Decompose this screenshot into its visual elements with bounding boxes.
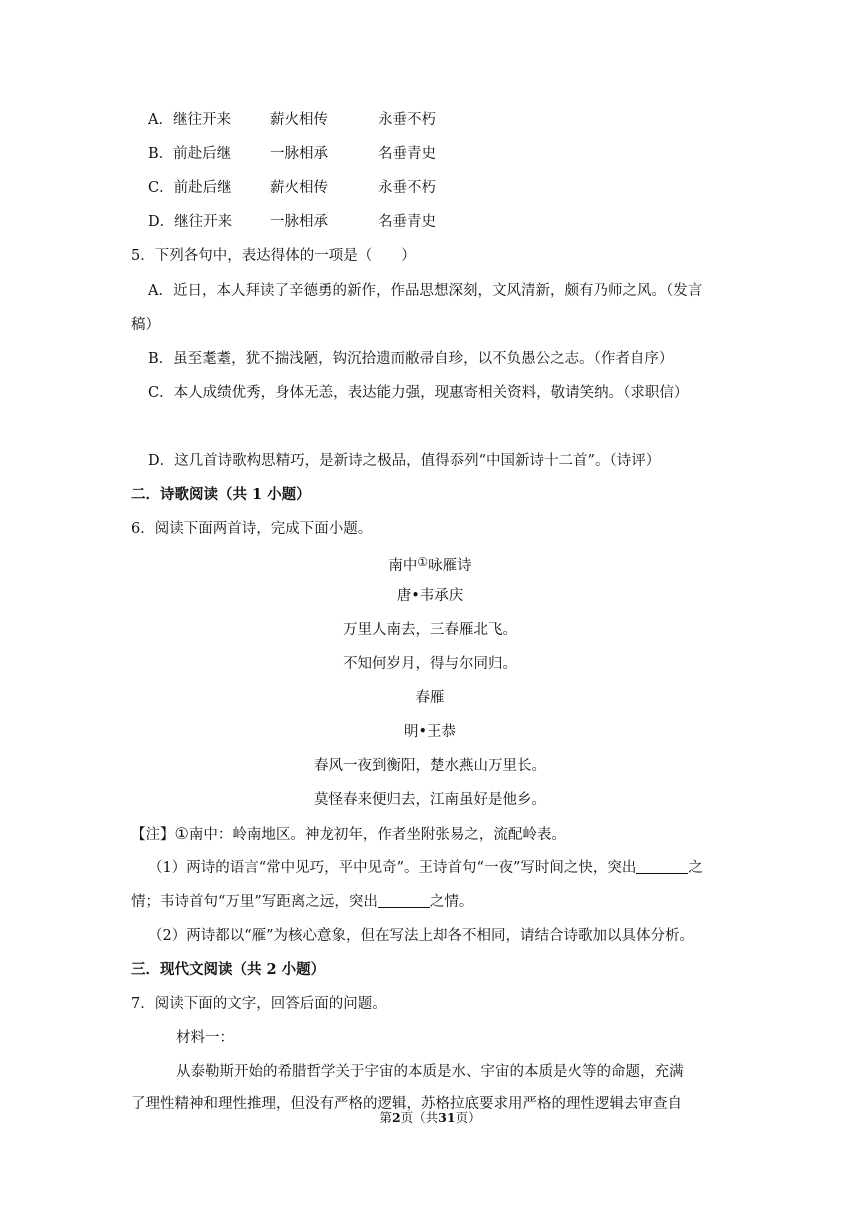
q6-sub1-line2-text: 情；韦诗首句“万里”写距离之远，突出 (131, 894, 378, 910)
poem2-author: 明•王恭 (403, 724, 457, 740)
q6-sub1 (148, 858, 703, 878)
footnote-marker: ① (417, 555, 429, 569)
q4-option-c (148, 178, 436, 198)
note-prefix: 【注】 (131, 827, 175, 843)
option-label: B．前赴后继 (148, 146, 232, 162)
footer-text: 页） (455, 1110, 481, 1125)
note-text: 南中：岭南地区。神龙初年，作者坐附张易之，流配岭表。 (188, 827, 566, 843)
q5-option-d: D．这几首诗歌构思精巧，是新诗之极品，值得忝列“中国新诗十二首”。（诗评） (148, 453, 661, 469)
q7-stem: 7．阅读下面的文字，回答后面的问题。 (131, 996, 387, 1012)
poem2-line1: 春风一夜到衡阳，楚水燕山万里长。 (314, 758, 546, 774)
option-word-2: 永垂不朽 (378, 112, 436, 128)
answer-blank[interactable] (378, 893, 430, 908)
option-word-2: 名垂青史 (378, 214, 436, 230)
poem1-author: 唐•韦承庆 (396, 588, 464, 604)
q6-sub1-line2-end: 之情。 (429, 894, 474, 910)
poem1-title-part1: 南中 (388, 558, 418, 574)
footer-text: 页（共 (400, 1110, 439, 1125)
section-heading-poetry: 二．诗歌阅读（共 1 小题） (131, 486, 311, 503)
poem1-line1: 万里人南去，三春雁北飞。 (343, 622, 517, 638)
q6-sub2: （2）两诗都以“雁”为核心意象，但在写法上却各不相同，请结合诗歌加以具体分析。 (148, 928, 695, 944)
q6-sub1-text: （1）两诗的语言“常中见巧，平中见奇”。王诗首句“一夜”写时间之快，突出 (148, 860, 637, 876)
option-label: A．继往开来 (148, 112, 231, 128)
option-word-2: 永垂不朽 (378, 180, 436, 196)
poem1-line2: 不知何岁月，得与尔同归。 (343, 656, 517, 672)
q4-option-a (148, 110, 436, 130)
option-label: D．继往开来 (148, 214, 233, 230)
footnote-marker: ① (174, 824, 189, 843)
material-paragraph-line2: 了理性精神和理性推理，但没有严格的逻辑，苏格拉底要求用严格的理性逻辑去审查自 (131, 1096, 682, 1112)
poem2-title: 春雁 (415, 690, 445, 706)
q6-stem: 6．阅读下面两首诗，完成下面小题。 (131, 521, 373, 537)
q5-option-a-continued: 稿） (131, 317, 160, 333)
option-word-1: 薪火相传 (270, 180, 328, 196)
poem-note (131, 824, 566, 845)
q6-sub1-text-end: 之 (688, 860, 703, 876)
page-number: 2 (391, 1110, 401, 1125)
poem1-title (0, 552, 860, 576)
poem2-line2: 莫怪春来便归去，江南虽好是他乡。 (314, 792, 546, 808)
answer-blank[interactable] (636, 859, 688, 874)
material-label: 材料一： (176, 1030, 234, 1046)
option-word-1: 一脉相承 (270, 146, 328, 162)
q4-option-b (148, 144, 436, 164)
q5-option-b: B．虽至耄耋，犹不揣浅陋，钩沉拾遗而敝帚自珍，以不负愚公之志。（作者自序） (148, 351, 674, 367)
q4-option-d (148, 212, 436, 232)
option-word-2: 名垂青史 (378, 146, 436, 162)
q5-option-c: C．本人成绩优秀，身体无恙，表达能力强，现惠寄相关资料，敬请笑纳。（求职信） (148, 385, 689, 401)
material-paragraph-line1: 从泰勒斯开始的希腊哲学关于宇宙的本质是水、宇宙的本质是火等的命题，充满 (176, 1064, 684, 1080)
section-heading-modern-reading: 三．现代文阅读（共 2 小题） (131, 961, 326, 978)
total-pages: 31 (438, 1110, 456, 1125)
footer-text: 第 (379, 1110, 392, 1125)
option-word-1: 一脉相承 (270, 214, 328, 230)
page-footer (0, 1108, 860, 1126)
q5-option-a: A．近日，本人拜读了辛德勇的新作，作品思想深刻，文风清新，颇有乃师之风。（发言 (148, 283, 703, 299)
q6-sub1-continued (131, 892, 473, 912)
q5-stem: 5．下列各句中，表达得体的一项是（ ） (131, 248, 416, 264)
option-word-1: 薪火相传 (270, 112, 328, 128)
poem1-title-part2: 咏雁诗 (428, 558, 472, 574)
option-label: C．前赴后继 (148, 180, 232, 196)
